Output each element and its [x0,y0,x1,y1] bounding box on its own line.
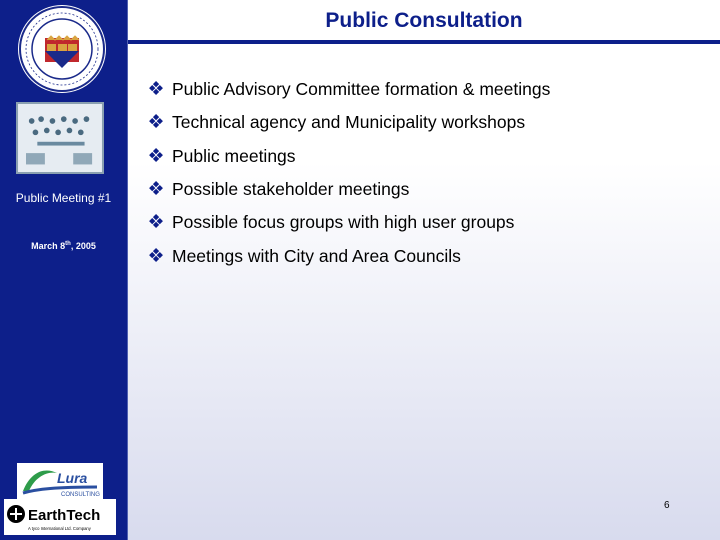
title-bar [128,0,720,44]
slide-title: Public Consultation [325,9,523,32]
meeting-date [0,241,127,251]
meeting-label: Public Meeting #1 [15,191,112,205]
bullet-list [146,73,706,273]
date-year: , 2005 [70,241,96,251]
diamond-bullet-icon: ❖ [147,179,165,201]
earthtech-logo-name: EarthTech [28,507,101,524]
diamond-bullet-icon: ❖ [147,112,165,134]
date-suffix: th [65,241,71,247]
sidebar [0,0,128,540]
bullet-text: Possible focus groups with high user groups [172,212,515,233]
bullet-text: Possible stakeholder meetings [172,179,410,200]
bullet-item [146,140,706,173]
city-seal-icon [17,4,107,94]
lura-logo-name: Lura [57,470,88,486]
bullet-item [146,106,706,139]
bullet-text: Public Advisory Committee formation & meetings [172,79,551,100]
bullet-text: Technical agency and Municipality workshops [172,112,526,133]
diamond-bullet-icon: ❖ [147,145,165,167]
date-prefix: March 8 [31,241,66,251]
earthtech-logo [4,499,116,535]
diamond-bullet-icon: ❖ [147,212,165,234]
diamond-bullet-icon: ❖ [147,79,165,101]
bullet-text: Meetings with City and Area Councils [172,245,461,266]
lura-logo-sub: CONSULTING [61,492,100,498]
earthtech-logo-tagline: A tyco International Ltd. Company [28,526,91,531]
bullet-item [146,173,706,206]
page-number: 6 [664,500,670,511]
bullet-item [146,73,706,106]
lura-logo [17,463,103,499]
diamond-bullet-icon: ❖ [147,245,165,267]
meeting-photo [16,102,104,174]
bullet-item [146,206,706,239]
bullet-item [146,239,706,272]
bullet-text: Public meetings [172,145,296,166]
